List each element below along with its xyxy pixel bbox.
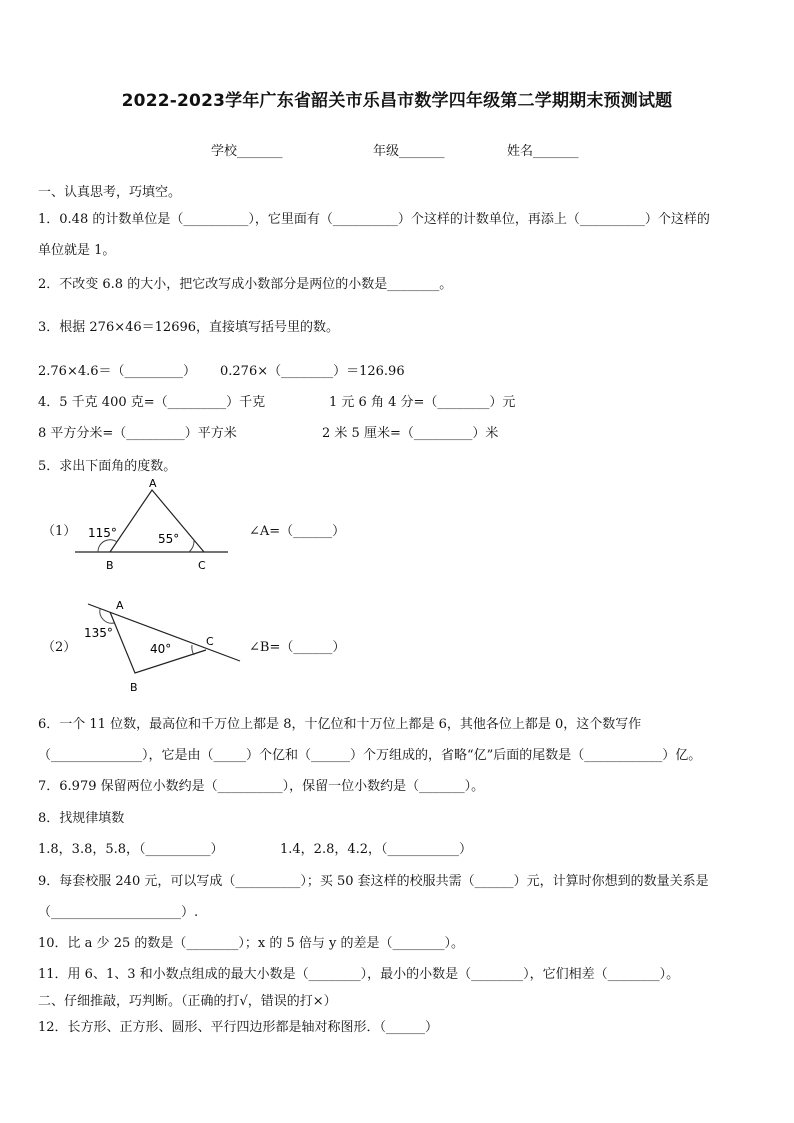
figure-2-angle-c: 40° [150, 642, 172, 656]
question-4-part-d: 2 米 5 厘米=（_________）米 [322, 426, 499, 441]
figure-2-angle-arc-c [192, 645, 194, 655]
figure-2-answer[interactable]: ∠B=（______） [249, 640, 346, 655]
figure-2-exterior-angle: 135° [84, 626, 113, 640]
figure-1-exterior-angle: 115° [88, 526, 117, 540]
question-2: 2．不改变 6.8 的大小，把它改写成小数部分是两位的小数是________。 [38, 277, 453, 292]
figure-2-label: （2） [42, 640, 77, 655]
figure-2-triangle [80, 593, 250, 698]
question-1-continued: 单位就是 1。 [38, 243, 116, 258]
school-field[interactable]: 学校_______ [211, 144, 283, 159]
figure-2-vertex-b: B [130, 681, 138, 694]
section-1-heading: 一、认真思考，巧填空。 [38, 185, 182, 200]
question-7: 7．6.979 保留两位小数约是（__________），保留一位小数约是（_______）。 [38, 779, 485, 794]
question-6: 6．一个 11 位数，最高位和千万位上都是 8，十亿位和十万位上都是 6，其他各位上都是 0，这个数写作 [38, 717, 642, 732]
question-8-sequence-b: 1.4，2.8，4.2，（___________） [280, 842, 473, 857]
grade-field[interactable]: 年级_______ [373, 144, 445, 159]
figure-1-sides [110, 490, 204, 552]
figure-1-triangle [70, 470, 240, 580]
question-4-part-c: 8 平方分米=（_________）平方米 [38, 426, 237, 441]
figure-1-vertex-c: C [198, 559, 206, 572]
section-2-heading: 二、仔细推敲，巧判断。（正确的打√，错误的打×） [38, 994, 337, 1009]
figure-1-angle-c: 55° [158, 532, 180, 546]
question-6-continued: （______________），它是由（_____）个亿和（______）个万组成的，省略“亿”后面的尾数是（____________）亿。 [38, 748, 702, 763]
question-9-continued: （____________________）. [38, 905, 199, 920]
question-4-part-a: 4．5 千克 400 克=（_________）千克 [38, 395, 266, 410]
name-field[interactable]: 姓名_______ [507, 144, 579, 159]
figure-1-angle-arc-c [189, 540, 194, 552]
figure-2-vertex-a: A [116, 599, 124, 612]
figure-1-answer[interactable]: ∠A=（______） [249, 524, 346, 539]
figure-1-label: （1） [42, 524, 77, 539]
question-8-sequence-a: 1.8，3.8，5.8，（__________） [38, 842, 224, 857]
figure-2-vertex-c: C [206, 635, 214, 648]
page-title: 2022-2023学年广东省韶关市乐昌市数学四年级第二学期期末预测试题 [121, 91, 673, 111]
question-10: 10．比 a 少 25 的数是（________）；x 的 5 倍与 y 的差是（________）。 [38, 936, 464, 951]
question-8: 8．找规律填数 [38, 811, 125, 826]
question-1: 1．0.48 的计数单位是（__________），它里面有（__________）个这样的计数单位，再添上（__________）个这样的 [38, 212, 710, 227]
question-11: 11．用 6、1、3 和小数点组成的最大小数是（________），最小的小数是（________），它们相差（________）。 [38, 967, 680, 982]
question-12: 12．长方形、正方形、圆形、平行四边形都是轴对称图形．（______） [38, 1020, 439, 1035]
figure-1-vertex-a: A [149, 477, 157, 490]
question-3-part-a: 2.76×4.6＝（_________） [38, 364, 197, 379]
question-5: 5．求出下面角的度数。 [38, 459, 177, 474]
question-4-part-b: 1 元 6 角 4 分=（________）元 [329, 395, 516, 410]
question-3: 3．根据 276×46＝12696，直接填写括号里的数。 [38, 320, 340, 335]
question-9: 9．每套校服 240 元，可以写成（__________）；买 50 套这样的校服共需（______）元，计算时你想到的数量关系是 [38, 874, 709, 889]
figure-1-vertex-b: B [106, 559, 114, 572]
question-3-part-b: 0.276×（________）＝126.96 [220, 364, 405, 379]
